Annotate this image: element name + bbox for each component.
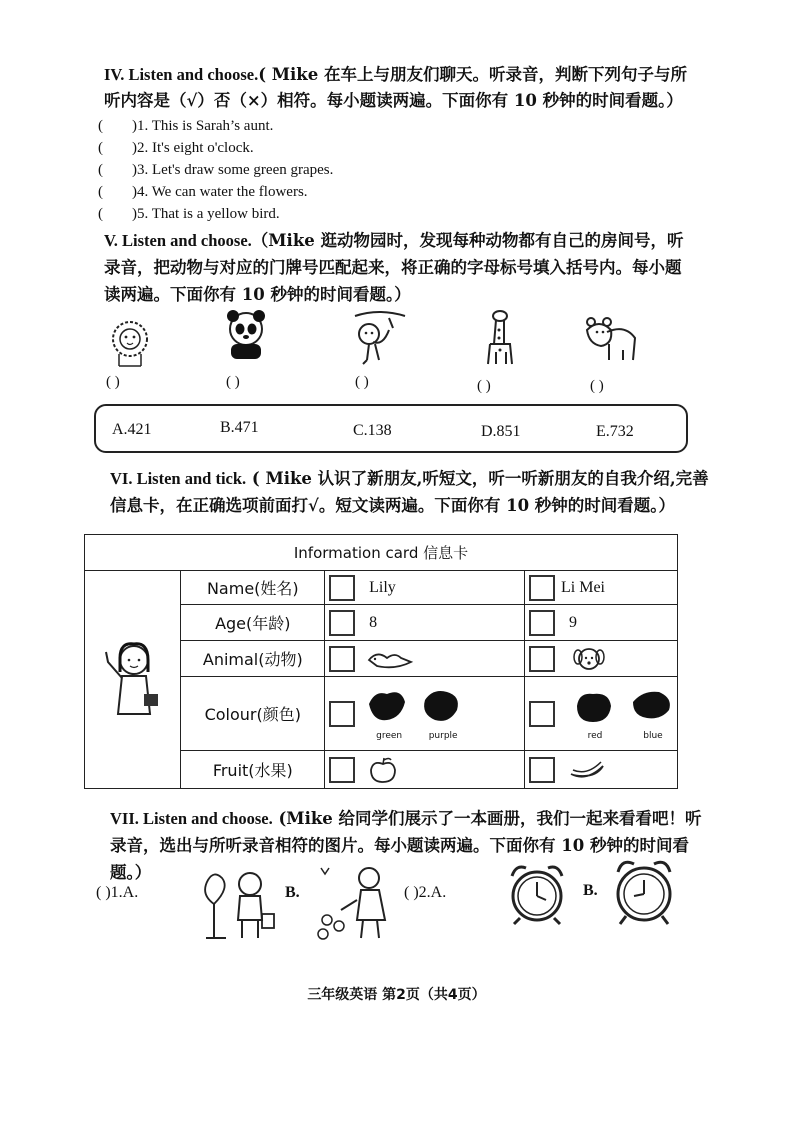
scribble-swatch-icon [629,686,673,726]
name-option-1-cell: Lily [325,571,525,605]
age-option-1-checkbox[interactable] [329,610,355,636]
answer-blank-2[interactable]: ( ) [226,374,240,390]
blue-swatch: blue [629,686,677,741]
answer-blank-3[interactable]: ( ) [355,374,369,390]
row-label-name: Name(姓名) [181,571,325,605]
option-e: E.732 [596,423,634,440]
row-label-fruit: Fruit(水果) [181,751,325,789]
green-swatch: green [365,686,413,741]
row-label-animal: Animal(动物) [181,641,325,677]
alarm-clock-icon [502,860,572,926]
section-6-title: VI. Listen and tick. ( Mike 认识了新朋友,听短文，听一听新朋友的自我介绍,完善 [110,469,709,488]
answer-blank-5[interactable]: ( ) [590,378,604,394]
section-4-items [98,115,333,225]
watering-flowers-icon [313,860,405,944]
red-swatch: red [571,686,619,741]
banana-icon [567,758,607,782]
girl-waving-icon [98,632,168,722]
giraffe-icon [480,308,520,368]
question-2-option-b: B. [583,882,598,899]
section-7-title-line2: 录音，选出与所听录音相符的图片。每小题读两遍。下面你有 10 秒钟的时间看 [110,836,689,855]
bear-icon [585,316,637,364]
purple-swatch: purple [419,686,467,741]
section-5-title-line3: 读两遍。下面你有 10 秒钟的时间看题。） [104,285,411,304]
section-5-title: V. Listen and choose.（Mike 逛动物园时，发现每种动物都有自己的房间号，听 [104,231,684,250]
scribble-swatch-icon [365,686,409,726]
alarm-clock-icon [608,856,680,928]
animal-option-1-cell [325,641,525,677]
name-option-2-cell: Li Mei [525,571,678,605]
section-7-title: VII. Listen and choose. (Mike 给同学们展示了一本画册，我们一起来看看吧！听 [110,809,702,828]
option-b: B.471 [220,419,259,436]
information-card [84,534,678,789]
scribble-swatch-icon [419,686,463,726]
question-1-blank[interactable]: ( )1.A. [96,884,139,901]
section-4-title: IV. Listen and choose.( Mike 在车上与朋友们聊天。听录音，判断下列句子与所 [104,65,687,84]
scribble-swatch-icon [571,686,615,726]
answer-blank-4[interactable]: ( ) [477,378,491,394]
section-6-title-line2: 信息卡，在正确选项前面打√。短文读两遍。下面你有 10 秒钟的时间看题。） [110,496,676,515]
answer-blank-1[interactable]: ( ) [106,374,120,390]
lion-icon [107,318,153,368]
colour-option-2-checkbox[interactable] [529,701,555,727]
option-a: A.421 [112,421,152,438]
list-item: ( )2. It's eight o'clock. [98,140,254,156]
fruit-option-2-checkbox[interactable] [529,757,555,783]
option-c: C.138 [353,422,392,439]
colour-option-2-cell [525,677,678,751]
age-option-2-cell: 9 [525,605,678,641]
panda-icon [222,309,270,364]
fruit-option-1-cell [325,751,525,789]
apple-icon [367,756,399,784]
section-5-title-line2: 录音，把动物与对应的门牌号匹配起来，将正确的字母标号填入括号内。每小题 [104,258,682,277]
colour-option-1-cell [325,677,525,751]
bird-icon [365,646,415,672]
colour-option-1-checkbox[interactable] [329,701,355,727]
list-item: ( )5. That is a yellow bird. [98,206,280,222]
tree-planting-icon [200,864,278,942]
animal-option-2-cell [525,641,678,677]
girl-picture-cell [85,571,181,789]
fruit-option-2-cell [525,751,678,789]
animal-option-2-checkbox[interactable] [529,646,555,672]
row-label-colour: Colour(颜色) [181,677,325,751]
animal-option-1-checkbox[interactable] [329,646,355,672]
age-option-2-checkbox[interactable] [529,610,555,636]
list-item: ( )4. We can water the flowers. [98,184,308,200]
row-label-age: Age(年龄) [181,605,325,641]
name-option-2-checkbox[interactable] [529,575,555,601]
dog-icon [569,645,609,673]
page-footer: 三年级英语 第2页（共4页） [307,987,486,1003]
question-2-blank[interactable]: ( )2.A. [404,884,447,901]
question-1-option-b: B. [285,884,300,901]
list-item: ( )1. This is Sarah’s aunt. [98,118,274,134]
section-4-title-line2: 听内容是（√）否（×）相符。每小题读两遍。下面你有 10 秒钟的时间看题。） [104,91,683,110]
option-d: D.851 [481,423,521,440]
section-7-title-line3: 题。） [110,863,152,882]
fruit-option-1-checkbox[interactable] [329,757,355,783]
card-title: Information card 信息卡 [85,535,678,571]
monkey-icon [349,310,407,368]
name-option-1-checkbox[interactable] [329,575,355,601]
age-option-1-cell: 8 [325,605,525,641]
list-item: ( )3. Let's draw some green grapes. [98,162,334,178]
